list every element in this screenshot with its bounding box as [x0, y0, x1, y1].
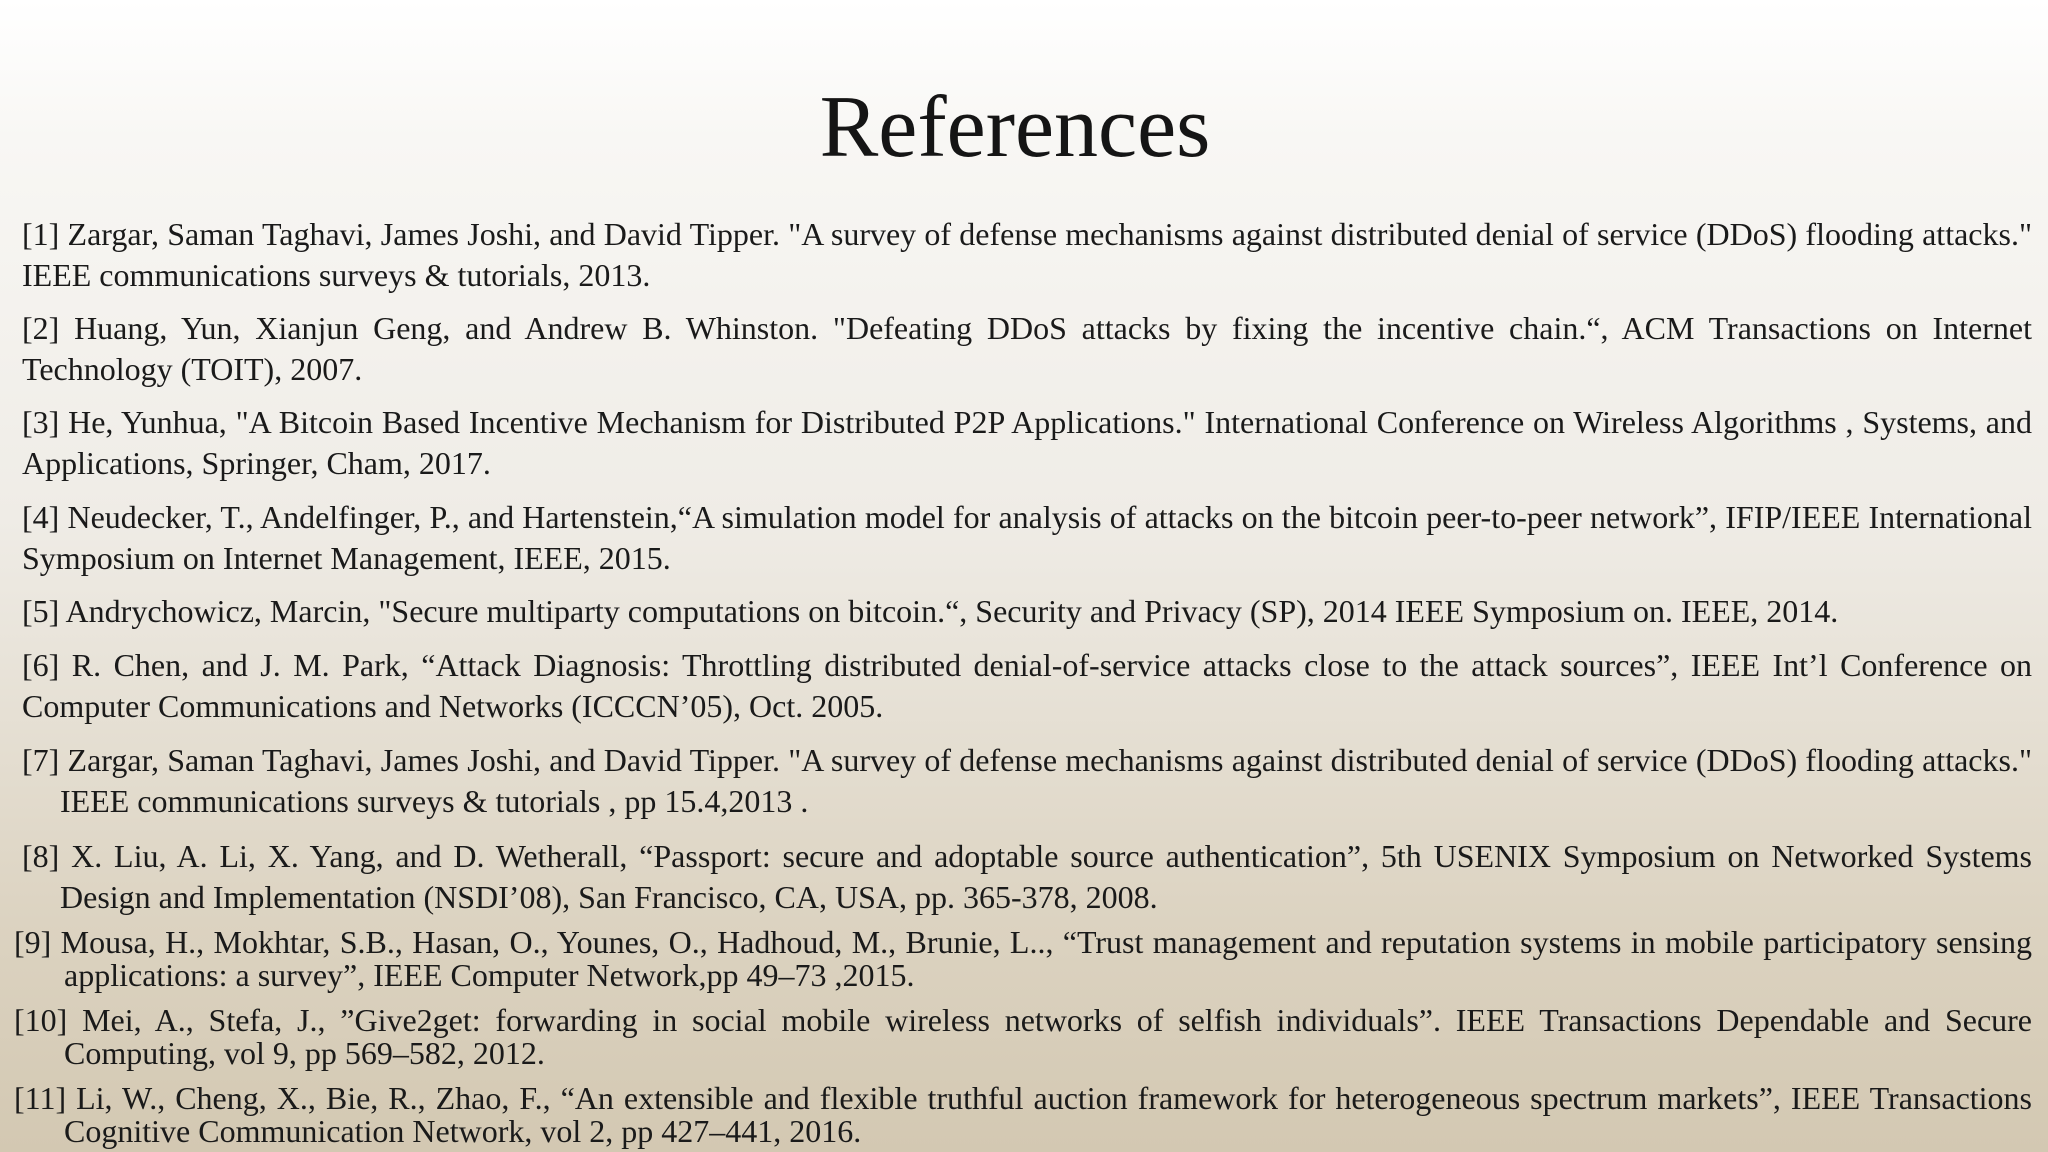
- reference-10: [10] Mei, A., Stefa, J., ”Give2get: forwarding in social mobile wireless networks of selfish individuals”. IEEE Transactions Dependable and Secure Computing, vol 9, pp 569–582, 2012.: [14, 1002, 2032, 1071]
- reference-7: [7] Zargar, Saman Taghavi, James Joshi, and David Tipper. "A survey of defense mechanisms against distributed denial of service (DDoS) flooding attacks." IEEE communications surveys & tutorials , pp 15.4,2013 .: [22, 742, 2032, 819]
- reference-5: [5] Andrychowicz, Marcin, "Secure multiparty computations on bitcoin.“, Security and Privacy (SP), 2014 IEEE Symposium on. IEEE, 2014.: [22, 593, 1839, 629]
- reference-4: [4] Neudecker, T., Andelfinger, P., and Hartenstein,“A simulation model for analysis of attacks on the bitcoin peer-to-peer network”, IFIP/IEEE International Symposium on Internet Management, IEEE, 2015.: [22, 499, 2032, 576]
- slide-title: References: [819, 79, 1211, 176]
- reference-9: [9] Mousa, H., Mokhtar, S.B., Hasan, O., Younes, O., Hadhoud, M., Brunie, L.., “Trust management and reputation systems in mobile participatory sensing applications: a survey”, IEEE Computer Network,pp 49–73 ,2015.: [14, 924, 2032, 993]
- reference-6: [6] R. Chen, and J. M. Park, “Attack Diagnosis: Throttling distributed denial-of-service attacks close to the attack sources”, IEEE Int’l Conference on Computer Communications and Networks (ICCCN’05), Oct. 2005.: [22, 647, 2032, 724]
- reference-1: [1] Zargar, Saman Taghavi, James Joshi, and David Tipper. "A survey of defense mechanisms against distributed denial of service (DDoS) flooding attacks." IEEE communications surveys & tutorials, 2013.: [22, 216, 2032, 293]
- reference-3: [3] He, Yunhua, "A Bitcoin Based Incentive Mechanism for Distributed P2P Applications." International Conference on Wireless Algorithms , Systems, and Applications, Springer, Cham, 2017.: [22, 404, 2032, 481]
- reference-8: [8] X. Liu, A. Li, X. Yang, and D. Wetherall, “Passport: secure and adoptable source authentication”, 5th USENIX Symposium on Networked Systems Design and Implementation (NSDI’08), San Francisco, CA, USA, pp. 365-378, 2008.: [22, 838, 2032, 915]
- reference-2: [2] Huang, Yun, Xianjun Geng, and Andrew B. Whinston. "Defeating DDoS attacks by fixing the incentive chain.“, ACM Transactions on Internet Technology (TOIT), 2007.: [22, 310, 2032, 387]
- reference-11: [11] Li, W., Cheng, X., Bie, R., Zhao, F., “An extensible and flexible truthful auction framework for heterogeneous spectrum markets”, IEEE Transactions Cognitive Communication Network, vol 2, pp 427–441, 2016.: [14, 1080, 2032, 1149]
